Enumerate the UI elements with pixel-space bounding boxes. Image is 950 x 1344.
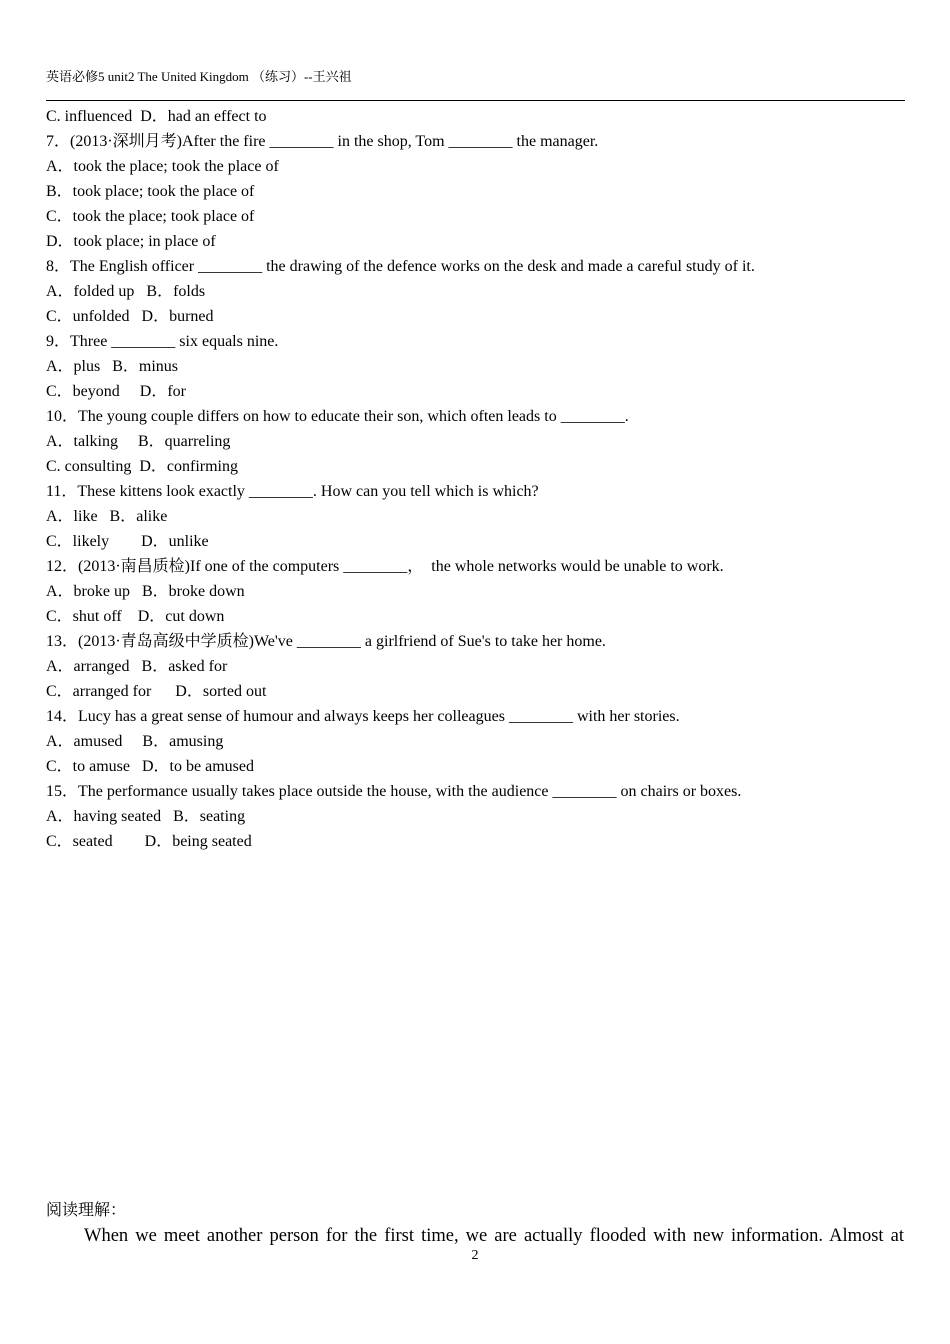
text-line: 11．These kittens look exactly ________. How can you tell which is which? [46, 483, 539, 500]
text-line: A．talking B．quarreling [46, 433, 231, 450]
text-line: A．having seated B．seating [46, 808, 246, 825]
text-line: C．unfolded D．burned [46, 308, 214, 325]
text-line: A．broke up B．broke down [46, 583, 245, 600]
text-line: C．seated D．being seated [46, 833, 252, 850]
reading-paragraph: When we meet another person for the first time, we are actually flooded with new information. Almost at [84, 1226, 904, 1246]
text-line: B．took place; took the place of [46, 183, 255, 200]
text-line: C．beyond D．for [46, 383, 186, 400]
text-line: 10．The young couple differs on how to educate their son, which often leads to ________. [46, 408, 629, 425]
text-line: 12．(2013·南昌质检)If one of the computers ________， the whole networks would be unable to work. [46, 558, 724, 575]
text-line: C. consulting D．confirming [46, 458, 238, 475]
text-line: C．arranged for D．sorted out [46, 683, 267, 700]
text-line: C．to amuse D．to be amused [46, 758, 254, 775]
text-line: A．like B．alike [46, 508, 168, 525]
text-line: 14．Lucy has a great sense of humour and always keeps her colleagues ________ with her stories. [46, 708, 680, 725]
text-line: A．arranged B．asked for [46, 658, 228, 675]
text-line: A．folded up B．folds [46, 283, 206, 300]
text-line: 13．(2013·青岛高级中学质检)We've ________ a girlfriend of Sue's to take her home. [46, 633, 606, 650]
text-line: D．took place; in place of [46, 233, 216, 250]
text-line: A．took the place; took the place of [46, 158, 279, 175]
text-line: C．took the place; took place of [46, 208, 255, 225]
text-line: C. influenced D．had an effect to [46, 108, 267, 125]
text-line: 9．Three ________ six equals nine. [46, 333, 279, 350]
text-line: C．likely D．unlike [46, 533, 209, 550]
text-line: A．amused B．amusing [46, 733, 224, 750]
document-header: 英语必修5 unit2 The United Kingdom （练习）--王兴祖 [46, 69, 352, 84]
text-line: 8．The English officer ________ the drawing of the defence works on the desk and made a careful study of it. [46, 258, 755, 275]
text-line: A．plus B．minus [46, 358, 179, 375]
text-line: 7．(2013·深圳月考)After the fire ________ in the shop, Tom ________ the manager. [46, 133, 599, 150]
reading-section-title: 阅读理解： [46, 1202, 127, 1219]
text-line: 15．The performance usually takes place outside the house, with the audience ________ on chairs or boxes. [46, 783, 742, 800]
header-divider [46, 100, 905, 101]
question-list [46, 104, 906, 854]
page-number: 2 [471, 1248, 479, 1263]
text-line: C．shut off D．cut down [46, 608, 225, 625]
